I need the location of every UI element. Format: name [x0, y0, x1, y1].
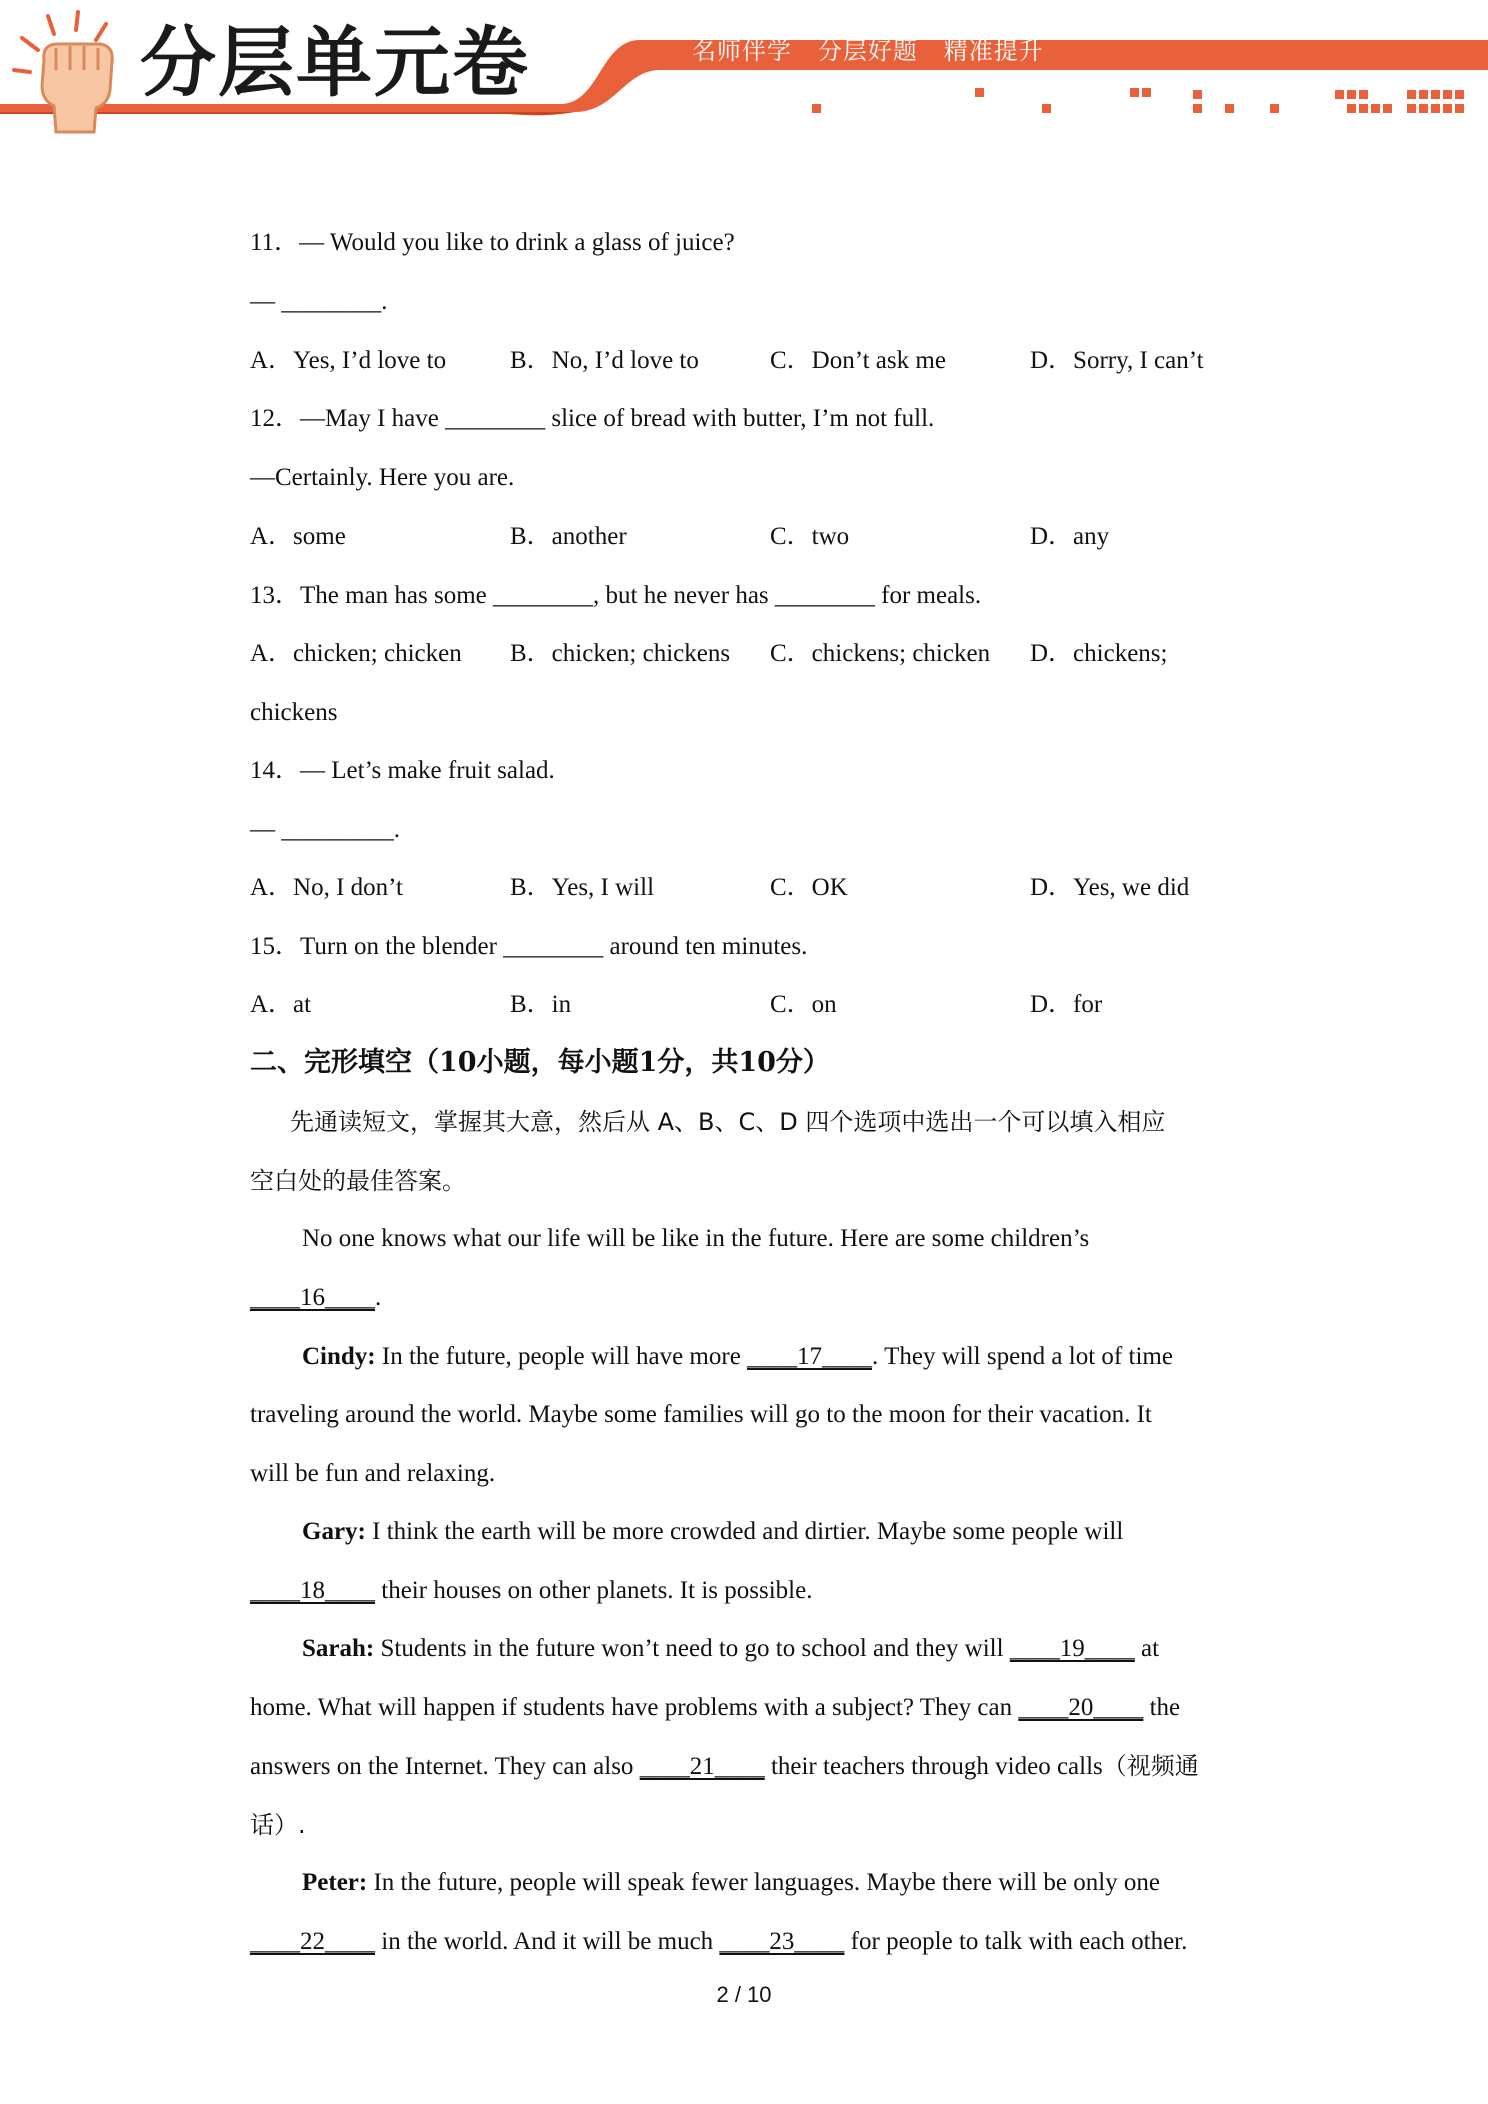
- question-11-reply: — ________.: [250, 288, 388, 315]
- instruction-line-1: 先通读短文，掌握其大意，然后从 A、B、C、D 四个选项中选出一个可以填入相应: [290, 1108, 1166, 1136]
- blank-18: ____18____: [250, 1577, 375, 1604]
- gary-paragraph: Gary: I think the earth will be more crowded and dirtier. Maybe some people will: [302, 1518, 1124, 1545]
- blank-16: ____16____: [250, 1284, 375, 1311]
- q11-option-b: B．No, I’d love to: [510, 347, 699, 374]
- question-12-reply: —Certainly. Here you are.: [250, 464, 515, 491]
- question-15: 15．Turn on the blender ________ around ten minutes.: [250, 933, 808, 960]
- speaker-sarah: Sarah:: [302, 1635, 375, 1662]
- speaker-peter: Peter:: [302, 1869, 368, 1896]
- raised-fist-icon: [8, 8, 138, 138]
- speaker-gary: Gary:: [302, 1518, 366, 1545]
- q12-option-a: A．some: [250, 523, 346, 550]
- q12-option-c: C．two: [770, 523, 850, 550]
- q13-option-d: D．chickens;: [1030, 640, 1168, 667]
- blank-22: ____22____: [250, 1928, 375, 1955]
- blank-20: ____20____: [1018, 1694, 1144, 1721]
- passage-intro-end: ____16____.: [250, 1284, 382, 1311]
- q11-option-a: A．Yes, I’d love to: [250, 347, 447, 374]
- q13-option-a: A．chicken; chicken: [250, 640, 462, 667]
- question-12: 12．—May I have ________ slice of bread with butter, I’m not full.: [250, 405, 935, 432]
- q11-option-d: D．Sorry, I can’t: [1030, 347, 1204, 374]
- question-11: 11．— Would you like to drink a glass of juice?: [250, 229, 735, 256]
- instruction-line-2: 空白处的最佳答案。: [250, 1167, 466, 1195]
- blank-19: ____19____: [1009, 1635, 1135, 1662]
- q14-option-d: D．Yes, we did: [1030, 874, 1190, 901]
- q11-option-c: C．Don’t ask me: [770, 347, 946, 374]
- gary-line-2: ____18____ their houses on other planets. It is possible.: [250, 1577, 813, 1604]
- section-title: 二、完形填空（10小题，每小题1分，共10分）: [250, 1047, 830, 1078]
- sarah-paragraph: Sarah: Students in the future won’t need to go to school and they will ____19____ at: [302, 1635, 1160, 1662]
- page-number: 2 / 10: [716, 1982, 772, 2007]
- cindy-line-2: traveling around the world. Maybe some families will go to the moon for their vacation. It: [250, 1401, 1152, 1428]
- sarah-line-2: home. What will happen if students have problems with a subject? They can ____20____ the: [250, 1694, 1181, 1721]
- q13-option-d-wrap: chickens: [250, 699, 338, 726]
- sarah-line-4: 话）.: [250, 1811, 306, 1839]
- peter-line-2: ____22____ in the world. And it will be much ____23____ for people to talk with each other.: [250, 1928, 1188, 1955]
- blank-17: ____17____: [747, 1343, 873, 1370]
- q13-option-b: B．chicken; chickens: [510, 640, 731, 667]
- passage-intro: No one knows what our life will be like in the future. Here are some children’s: [302, 1225, 1090, 1252]
- blank-23: ____23____: [719, 1928, 845, 1955]
- question-14-reply: — _________.: [250, 816, 400, 843]
- q14-option-a: A．No, I don’t: [250, 874, 404, 901]
- header-slogan: 名师伴学 分层好题 精准提升: [692, 37, 1044, 65]
- q12-option-d: D．any: [1030, 523, 1110, 550]
- cindy-paragraph: Cindy: In the future, people will have more ____17____. They will spend a lot of time: [302, 1343, 1173, 1370]
- q13-option-c: C．chickens; chicken: [770, 640, 991, 667]
- question-14: 14．— Let’s make fruit salad.: [250, 757, 555, 784]
- page-header: [0, 0, 1488, 130]
- q15-option-c: C．on: [770, 991, 837, 1018]
- speaker-cindy: Cindy:: [302, 1343, 376, 1370]
- sarah-line-3: answers on the Internet. They can also ____21____ their teachers through video calls（视频通: [250, 1752, 1199, 1780]
- q14-option-c: C．OK: [770, 874, 848, 901]
- peter-paragraph: Peter: In the future, people will speak fewer languages. Maybe there will be only one: [302, 1869, 1161, 1896]
- q15-option-d: D．for: [1030, 991, 1103, 1018]
- q14-option-b: B．Yes, I will: [510, 874, 655, 901]
- blank-21: ____21____: [639, 1753, 765, 1780]
- header-title: 分层单元卷: [140, 18, 530, 107]
- q15-option-b: B．in: [510, 991, 572, 1018]
- q15-option-a: A．at: [250, 991, 312, 1018]
- cindy-line-3: will be fun and relaxing.: [250, 1460, 496, 1487]
- q12-option-b: B．another: [510, 523, 627, 550]
- question-13: 13．The man has some ________, but he never has ________ for meals.: [250, 582, 982, 609]
